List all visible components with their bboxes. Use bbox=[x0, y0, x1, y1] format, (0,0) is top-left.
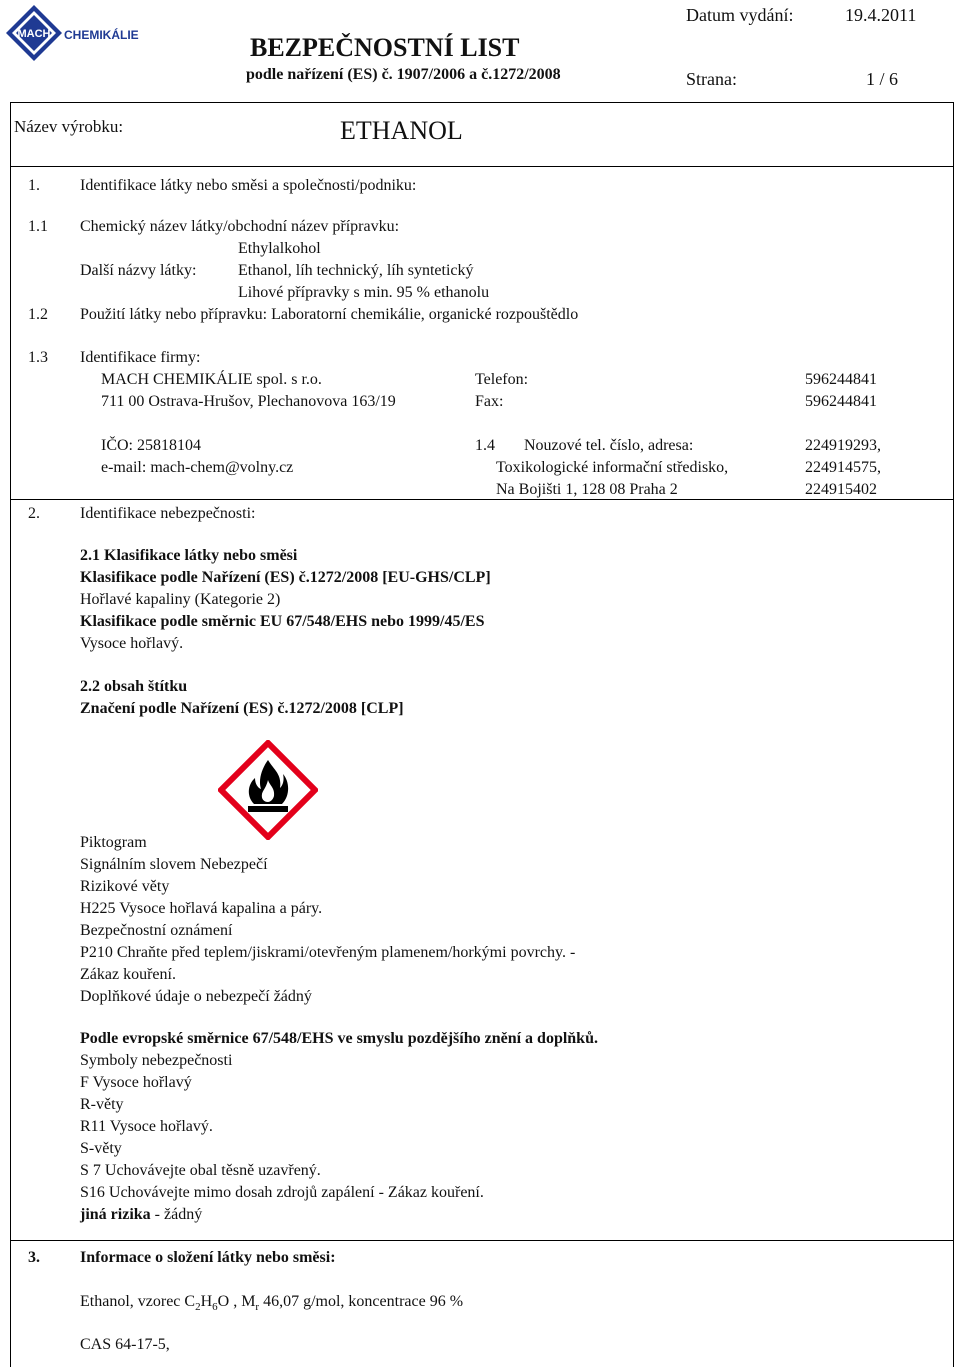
company-ico: IČO: 25818104 bbox=[101, 437, 201, 454]
eu-classification-value: Vysoce hořlavý. bbox=[80, 635, 184, 652]
logo-text-chemikalie: CHEMIKÁLIE bbox=[64, 28, 139, 42]
company-logo bbox=[4, 3, 144, 63]
company-email: e-mail: mach-chem@volny.cz bbox=[101, 459, 294, 476]
directive-line-6: S16 Uchovávejte mimo dosah zdrojů zapálení - Zákaz kouření. bbox=[80, 1184, 484, 1201]
emergency-phone-2: 224914575, bbox=[805, 459, 881, 476]
directive-line-0: Symboly nebezpečnosti bbox=[80, 1052, 233, 1069]
label-line-6: Zákaz kouření. bbox=[80, 966, 176, 983]
formula-o: O , M bbox=[217, 1293, 256, 1310]
emergency-phone-1: 224919293, bbox=[805, 437, 881, 454]
section-3-number: 3. bbox=[28, 1249, 40, 1266]
chemical-name: Ethylalkohol bbox=[238, 240, 321, 257]
other-names-label: Další názvy látky: bbox=[80, 262, 197, 279]
toxicology-address: Na Bojišti 1, 128 08 Praha 2 bbox=[496, 481, 678, 498]
section-1-3-number: 1.3 bbox=[28, 349, 48, 366]
formula-h-subscript: 6 bbox=[212, 1301, 218, 1314]
product-name: ETHANOL bbox=[340, 116, 463, 145]
issue-date-value: 19.4.2011 bbox=[845, 5, 917, 25]
product-box-right bbox=[953, 102, 954, 166]
section-2-1-heading: 2.1 Klasifikace látky nebo směsi bbox=[80, 547, 298, 564]
section-1-2-text: Použití látky nebo přípravku: Laboratorní chemikálie, organické rozpouštědlo bbox=[80, 306, 579, 323]
ghs-flame-pictogram bbox=[218, 740, 318, 840]
directive-line-1: F Vysoce hořlavý bbox=[80, 1074, 192, 1091]
section-2-2-heading: 2.2 obsah štítku bbox=[80, 678, 188, 695]
content-frame-left bbox=[10, 166, 11, 1367]
fax-label: Fax: bbox=[475, 393, 504, 410]
product-box-top bbox=[10, 102, 954, 103]
fax-number: 596244841 bbox=[805, 393, 877, 410]
label-line-3: H225 Vysoce hořlavá kapalina a páry. bbox=[80, 900, 323, 917]
label-line-5: P210 Chraňte před teplem/jiskrami/otevřeným plamenem/horkými povrchy. - bbox=[80, 944, 576, 961]
issue-date-label: Datum vydání: bbox=[686, 5, 794, 25]
section-3-heading: Informace o složení látky nebo směsi: bbox=[80, 1249, 336, 1266]
section-1-1-label: Chemický název látky/obchodní název přípravku: bbox=[80, 218, 400, 235]
clp-labelling-heading: Značení podle Nařízení (ES) č.1272/2008 [CLP] bbox=[80, 700, 404, 717]
formula-h: H bbox=[200, 1293, 213, 1310]
cas-number: CAS 64-17-5, bbox=[80, 1336, 170, 1353]
section-1-3-label: Identifikace firmy: bbox=[80, 349, 201, 366]
other-names: Ethanol, líh technický, líh syntetický bbox=[238, 262, 474, 279]
directive-line-3: R11 Vysoce hořlavý. bbox=[80, 1118, 213, 1135]
other-risks-label: jiná rizika bbox=[80, 1206, 151, 1223]
phone-label: Telefon: bbox=[475, 371, 529, 388]
section-1-1-number: 1.1 bbox=[28, 218, 48, 235]
product-box-left bbox=[10, 102, 11, 166]
product-box-bottom bbox=[10, 166, 954, 167]
composition-formula bbox=[80, 1293, 463, 1313]
product-name-label: Název výrobku: bbox=[14, 117, 124, 136]
section-2-rule bbox=[10, 499, 954, 500]
formula-mr-subscript: r bbox=[255, 1301, 260, 1314]
directive-line-4: S-věty bbox=[80, 1140, 122, 1157]
section-1-heading: Identifikace látky nebo směsi a společnosti/podniku: bbox=[80, 177, 417, 194]
document-subtitle: podle nařízení (ES) č. 1907/2006 a č.1272/2008 bbox=[246, 66, 561, 83]
phone-number: 596244841 bbox=[805, 371, 877, 388]
company-address: 711 00 Ostrava-Hrušov, Plechanovova 163/19 bbox=[101, 393, 396, 410]
section-1-number: 1. bbox=[28, 177, 40, 194]
label-line-7: Doplňkové údaje o nebezpečí žádný bbox=[80, 988, 312, 1005]
directive-line-2: R-věty bbox=[80, 1096, 124, 1113]
logo-text-mach: MACH bbox=[17, 28, 51, 40]
content-frame-right bbox=[953, 166, 954, 1367]
directive-line-5: S 7 Uchovávejte obal těsně uzavřený. bbox=[80, 1162, 321, 1179]
label-line-0: Piktogram bbox=[80, 834, 147, 851]
formula-suffix: 46,07 g/mol, koncentrace 96 % bbox=[259, 1293, 464, 1310]
label-line-2: Rizikové věty bbox=[80, 878, 170, 895]
document-title: BEZPEČNOSTNÍ LIST bbox=[250, 33, 520, 62]
other-names-2: Lihové přípravky s min. 95 % ethanolu bbox=[238, 284, 490, 301]
section-2-heading: Identifikace nebezpečnosti: bbox=[80, 505, 256, 522]
clp-classification-heading: Klasifikace podle Nařízení (ES) č.1272/2008 [EU-GHS/CLP] bbox=[80, 569, 491, 586]
emergency-label: Nouzové tel. číslo, adresa: bbox=[524, 437, 694, 454]
emergency-phone-3: 224915402 bbox=[805, 481, 877, 498]
section-1-4-number: 1.4 bbox=[475, 437, 495, 454]
pictogram-base bbox=[248, 806, 288, 812]
section-1-2-number: 1.2 bbox=[28, 306, 48, 323]
eu-classification-heading: Klasifikace podle směrnic EU 67/548/EHS nebo 1999/45/ES bbox=[80, 613, 485, 630]
label-line-4: Bezpečnostní oznámení bbox=[80, 922, 233, 939]
directive-heading: Podle evropské směrnice 67/548/EHS ve smyslu pozdějšího znění a doplňků. bbox=[80, 1030, 598, 1047]
toxicology-centre: Toxikologické informační středisko, bbox=[496, 459, 729, 476]
section-2-number: 2. bbox=[28, 505, 40, 522]
formula-prefix: Ethanol, vzorec C bbox=[80, 1293, 196, 1310]
clp-classification-value: Hořlavé kapaliny (Kategorie 2) bbox=[80, 591, 281, 608]
other-risks-value: - žádný bbox=[150, 1206, 203, 1223]
other-risks bbox=[80, 1206, 202, 1224]
company-name: MACH CHEMIKÁLIE spol. s r.o. bbox=[101, 371, 322, 388]
formula-c-subscript: 2 bbox=[195, 1301, 201, 1314]
page-label: Strana: bbox=[686, 69, 737, 89]
page-number: 1 / 6 bbox=[866, 69, 899, 89]
label-line-1: Signálním slovem Nebezpečí bbox=[80, 856, 268, 873]
section-3-rule bbox=[10, 1240, 954, 1241]
